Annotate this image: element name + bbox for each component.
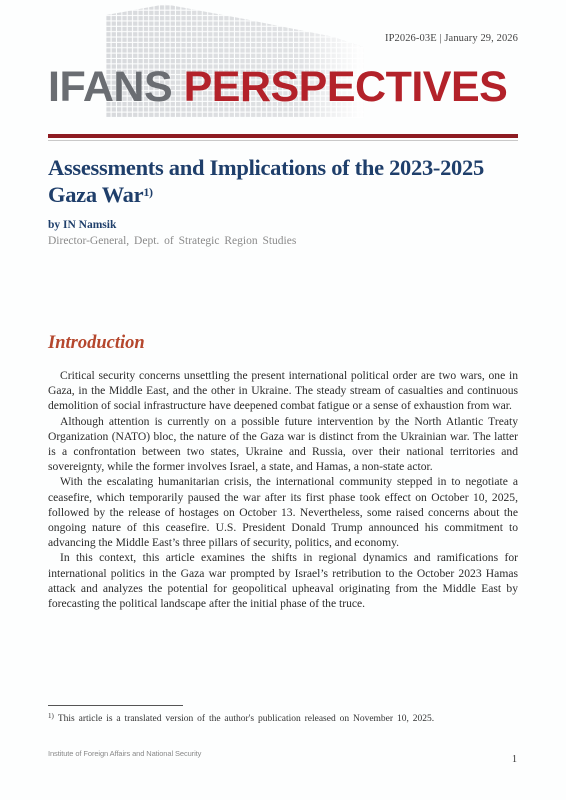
article-title [48,155,528,207]
author-byline: by IN Namsik [48,219,117,231]
article-title-text: Assessments and Implications of the 2023-2025 Gaza War [48,155,484,207]
paragraph: In this context, this article examines the shifts in regional dynamics and ramifications for international politics in the Gaza war prompted by Israel’s retribution to the October 2023 Hamas attack and analyzes the potential for geopolitical upheaval originating from the Middle East by forecasting the political landscape after the initial phase of the truce. [48,551,518,611]
document-id-date: IP2026-03E | January 29, 2026 [384,33,518,44]
paragraph: Critical security concerns unsettling the present international political order are two wars, one in Gaza, in the Middle East, and the other in Ukraine. The steady stream of casualties and continuous demolition of social infrastructure have deepened combat fatigue or a sense of exhaustion from war. [48,369,518,413]
logo-perspectives: PERSPECTIVES [183,63,508,111]
page-number: 1 [512,754,517,765]
author-affiliation: Director-General, Dept. of Strategic Region Studies [48,235,297,247]
paragraph: With the escalating humanitarian crisis, the international community stepped in to negotiate a ceasefire, which temporarily paused the war after its first phase took effect on October 10, 2025, followed by the release of hostages on October 13. Nevertheless, some raised concerns about the ongoing nature of this ceasefire. U.S. President Donald Trump announced his commitment to advancing the Middle East’s three pillars of security, politics, and economy. [48,475,518,550]
title-footnote-mark: 1) [143,185,153,199]
section-heading: Introduction [48,333,145,353]
footnote-divider [48,705,183,706]
footnote-mark: 1) [48,712,54,720]
footnote [48,712,434,724]
paragraph: Although attention is currently on a possible future intervention by the North Atlantic Treaty Organization (NATO) bloc, the nature of the Gaza war is distinct from the Ukrainian war. The latter is a confrontation between two states, Ukraine and Russia, over their national territories and sovereignty, while the former involves Israel, a state, and Hamas, a non-state actor. [48,414,518,474]
header-divider-thin [48,140,518,141]
logo-ifans: IFANS [48,63,184,111]
footnote-text: This article is a translated version of the author's publication released on November 10, 2025. [57,714,435,724]
institute-name: Institute of Foreign Affairs and National Security [48,749,202,758]
publication-logo [48,63,508,111]
body-text [48,368,518,611]
header-divider [48,134,518,138]
